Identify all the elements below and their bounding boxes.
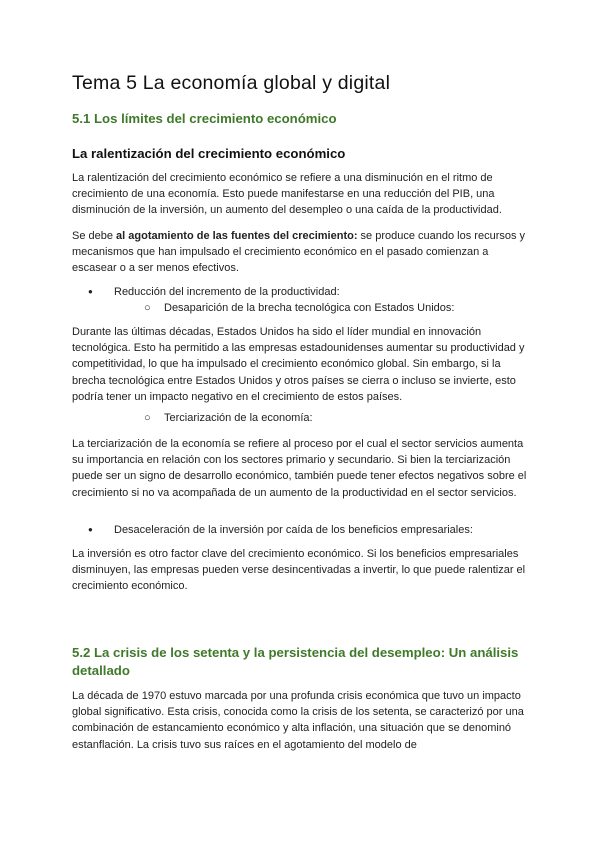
paragraph-6: La década de 1970 estuvo marcada por una profunda crisis económica que tuvo un impacto global significativo. Esta crisis, conocida como la crisis de los setenta, se caracterizó por una combinación de estancamiento económico y alta inflación, una situación que se denominó estanflación. La crisis tuvo sus raíces en el agotamiento del modelo de xyxy=(72,690,524,751)
paragraph-5: La inversión es otro factor clave del crecimiento económico. Si los beneficios empresariales disminuyen, las empresas pueden verse desincentivadas a invertir, lo que puede ralentizar el crecimiento económico. xyxy=(72,548,526,593)
section-5-2-heading: 5.2 La crisis de los setenta y la persistencia del desempleo: Un análisis detallado xyxy=(72,645,519,678)
subsection-heading: La ralentización del crecimiento económico xyxy=(72,146,346,161)
bullet-item-2-text: Desaceleración de la inversión por caída de los beneficios empresariales: xyxy=(114,524,473,536)
section-5-1-heading: 5.1 Los límites del crecimiento económico xyxy=(72,111,337,126)
paragraph-2 xyxy=(72,228,532,277)
sub-bullet-item-2-text: Terciarización de la economía: xyxy=(164,412,313,424)
paragraph-2-rest: se produce cuando los recursos y mecanismos que han impulsado el crecimiento económico en el pasado comienzan a escasear o a ser menos efectivos. xyxy=(72,230,526,275)
paragraph-4: La terciarización de la economía se refiere al proceso por el cual el sector servicios aumenta su importancia en relación con los sectores primario y secundario. Si bien la terciarización puede ser un signo de desarrollo económico, también puede tener efectos negativos sobre el crecimiento si no va acompañada de un aumento de la productividad en el sector servicios. xyxy=(72,438,527,499)
sub-bullet-item-1 xyxy=(144,300,454,316)
sub-bullet-icon: ○ xyxy=(144,302,151,314)
bullet-item-2 xyxy=(88,522,473,538)
bullet-item-1-text: Reducción del incremento de la productividad: xyxy=(114,286,340,298)
paragraph-2-lead: Se debe xyxy=(72,230,117,242)
sub-bullet-item-1-text: Desaparición de la brecha tecnológica con Estados Unidos: xyxy=(164,302,455,314)
bullet-icon: ● xyxy=(88,525,93,534)
paragraph-3: Durante las últimas décadas, Estados Unidos ha sido el líder mundial en innovación tecnológica. Esto ha permitido a las empresas estadounidenses aumentar su productividad y competitividad, lo que ha impulsado el crecimiento económico global. Sin embargo, si la brecha tecnológica entre Estados Unidos y otros países se cierra o incluso se invierte, esto podría tener un impacto negativo en el crecimiento de estos países. xyxy=(72,326,525,403)
paragraph-2-bold: al agotamiento de las fuentes del crecimiento: xyxy=(116,230,358,242)
bullet-item-1 xyxy=(88,284,340,300)
bullet-icon: ● xyxy=(88,287,93,296)
sub-bullet-item-2 xyxy=(144,410,313,426)
paragraph-1: La ralentización del crecimiento económico se refiere a una disminución en el ritmo de crecimiento de una economía. Esto puede manifestarse en una reducción del PIB, una disminución de la inversión, un aumento del desempleo o una caída de la productividad. xyxy=(72,172,502,217)
document-title: Tema 5 La economía global y digital xyxy=(72,72,391,94)
sub-bullet-icon: ○ xyxy=(144,412,151,424)
